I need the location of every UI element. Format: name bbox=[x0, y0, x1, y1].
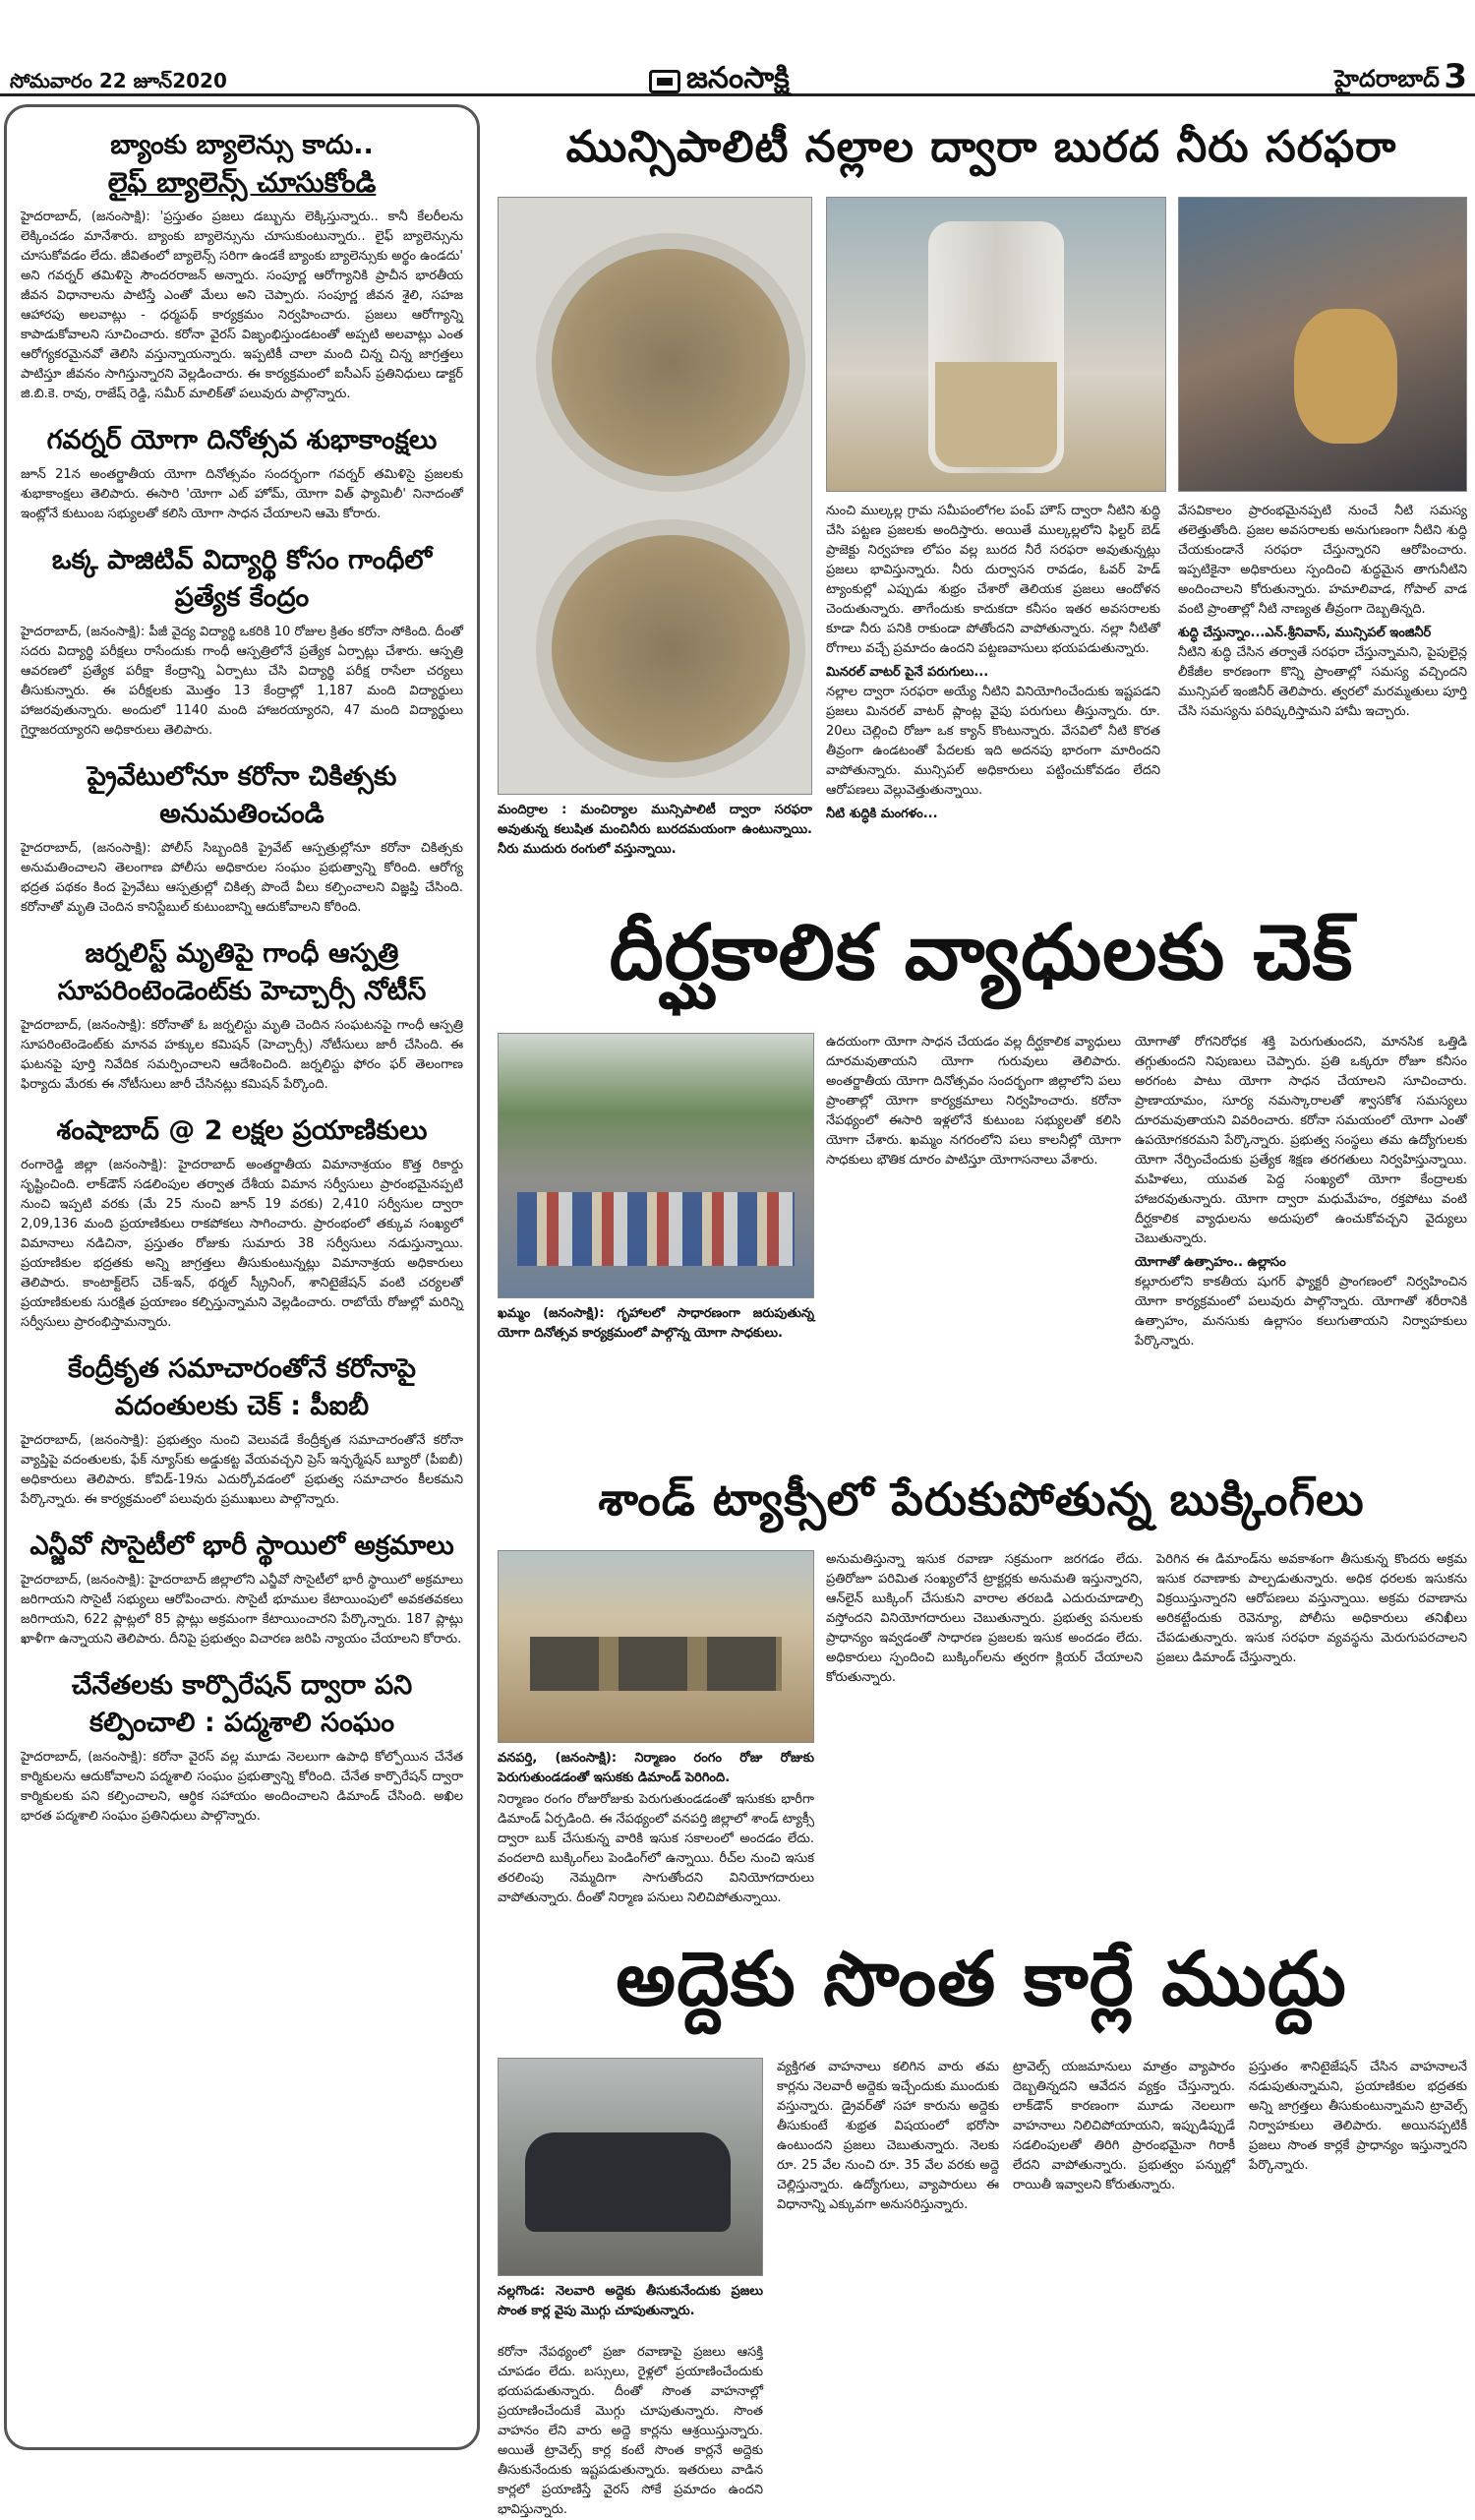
page-number: 3 bbox=[1444, 57, 1467, 96]
masthead bbox=[0, 0, 1475, 96]
photo-sand-trucks bbox=[498, 1550, 814, 1743]
side-story-body: హైదరాబాద్, (జనంసాక్షి): హైదరాబాద్ జిల్లాలోని ఎన్జీవో సొసైటీలో భారీ స్థాయిలో అక్రమాలు జరిగాయని సొసైటీ సభ్యులు ఆరోపించారు. సొసైటీ భూముల కేటాయింపులో అవకతవకలు జరిగాయని, 622 ప్లాట్లలో 85 ప్లాట్లు అక్రమంగా కేటాయించారని పేర్కొన్నారు. 187 ప్లాట్లు ఖాళీగా ఉన్నాయని తెలిపారు. దీనిపై ప్రభుత్వం విచారణ జరిపి న్యాయం చేయాలని కోరారు. bbox=[21, 1573, 463, 1647]
sand-column-3: పెరిగిన ఈ డిమాండ్‌ను అవకాశంగా తీసుకున్న కొందరు అక్రమ ఇసుక రవాణాకు పాల్పడుతున్నారు. అధిక ధరలకు ఇసుకను విక్రయిస్తున్నారని ఆరోపణలు వస్తున్నాయి. అక్రమ రవాణాను అరికట్టేందుకు రెవెన్యూ, పోలీసు అధికారులు తనిఖీలు చేపడుతున్నారు. ఇసుక సరఫరా వ్యవస్థను మెరుగుపరచాలని ప్రజలు డిమాండ్ చేస్తున్నారు. bbox=[1156, 1552, 1467, 1665]
car-column-1: కరోనా నేపథ్యంలో ప్రజా రవాణాపై ప్రజలు ఆసక్తి చూపడం లేదు. బస్సులు, రైళ్లలో ప్రయాణించేందుకు భయపడుతున్నారు. దీంతో సొంత వాహనాల్లో ప్రయాణించేందుకే మొగ్గు చూపుతున్నారు. సొంత వాహనం లేని వారు అద్దె కార్లను ఆశ్రయిస్తున్నారు. అయితే ట్రావెల్స్ కార్ల కంటే సొంత కార్లనే అద్దెకు తీసుకునేందుకు ఇష్టపడుతున్నారు. ఇతరులు వాడిన కార్లలో ప్రయాణిస్తే వైరస్ సోకే ప్రమాదం ఉందని భావిస్తున్నారు. bbox=[498, 2345, 763, 2517]
water-col3-text: వేసవికాలం ప్రారంభమైనప్పటి నుంచే నీటి సమస్య తలెత్తుతోంది. ప్రజల అవసరాలకు అనుగుణంగా నీటిని శుద్ధి చేయకుండానే సరఫరా చేస్తున్నారని ఆరోపించారు. ఇప్పటికైనా అధికారులు స్పందించి శుద్ధమైన తాగునీటిని అందించాలని కోరుతున్నారు. హమాలివాడ, గోపాల్ వాడ వంటి ప్రాంతాల్లో నీటి నాణ్యత తీవ్రంగా దెబ్బతిన్నది. bbox=[1178, 504, 1467, 617]
yoga-col3-text: ప్రభుత్వ సంస్థలు తమ ఉద్యోగులకు యోగా నేర్పించేందుకు ప్రత్యేక శిక్షణ తరగతులు నిర్వహిస్తున్నాయి. మహిళలు, యువత పెద్ద సంఖ్యలో యోగా కేంద్రాలకు హాజరవుతున్నారు. యోగా ద్వారా మధుమేహం, రక్తపోటు వంటి దీర్ఘకాలిక వ్యాధులను అదుపులో ఉంచుకోవచ్చని వైద్యులు చెబుతున్నారు. bbox=[1135, 1133, 1467, 1246]
side-story-headline: జర్నలిస్ట్ మృతిపై గాంధీ ఆస్పత్రి bbox=[85, 938, 399, 969]
water-subhead-mineral: మినరల్ వాటర్ పైనే పరుగులు... bbox=[826, 665, 989, 680]
side-story-body: జూన్ 21న అంతర్జాతీయ యోగా దినోత్సవం సందర్భంగా గవర్నర్ తమిళిసై ప్రజలకు శుభాకాంక్షలు తెలిపారు. ఈసారి 'యోగా ఎట్ హోమ్, యోగా విత్ ఫ్యామిలీ' నినాదంతో ఇంట్లోనే కుటుంబ సభ్యులతో కలిసి యోగా సాధన చేయాలని ఆమె కోరారు. bbox=[21, 467, 463, 521]
water-col2-text: నల్లాల ద్వారా సరఫరా అయ్యే నీటిని వినియోగించేందుకు ఇష్టపడని ప్రజలు మినరల్ వాటర్ ప్లాంట్ల వైపు పరుగులు తీస్తున్నారు. రూ. 20లు చెల్లించి రోజూ ఒక క్యాన్ కొంటున్నారు. వేసవిలో నీటి కొరత తీవ్రంగా ఉండటంతో పేదలకు ఇది అదనపు భారంగా మారిందని వాపోతున్నారు. మున్సిపల్ అధికారులు పట్టించుకోవడం లేదని ఆరోపణలు వెల్లువెత్తుతున్నాయి. bbox=[826, 685, 1160, 798]
yoga-col2-text: యోగాతో రోగనిరోధక శక్తి పెరుగుతుందని, మానసిక ఒత్తిడి తగ్గుతుందని నిపుణులు చెప్పారు. ప్రతి ఒక్కరూ రోజూ కనీసం అరగంట పాటు యోగా సాధన చేయాలని సూచించారు. ప్రాణాయామం, సూర్య నమస్కారాలతో శ్వాసకోశ సమస్యలు దూరమవుతాయని వివరించారు. కరోనా సమయంలో యోగా ఎంతో ఉపయోగకరమని పేర్కొన్నారు. bbox=[1135, 1035, 1467, 1148]
side-story-subhead: సూపరింటెండెంట్‌కు హెచ్చార్సీ నోటీస్ bbox=[57, 976, 427, 1006]
water-subhead-purify: నీటి శుద్ధికి మంగళం... bbox=[826, 807, 938, 821]
side-story-subhead: లైఫ్ బ్యాలెన్స్ చూసుకోండి bbox=[107, 166, 377, 199]
caption-water: మందిర్రాల : మంచిర్యాల మున్సిపాలిటీ ద్వారా సరఫరా అవుతున్న కలుషిత మంచినీరు బురదమయంగా ఉంటున్నాయి. నీరు ముదురు రంగులో వస్తున్నాయి. bbox=[498, 803, 812, 857]
side-story-body: హైదరాబాద్, (జనంసాక్షి): 'ప్రస్తుతం ప్రజలు డబ్బును లెక్కిస్తున్నారు.. కానీ కేలరీలను లెక్కించడం మానేశారు. బ్యాంకు బ్యాలెన్సును చూసుకుంటున్నారు.. లైఫ్ బ్యాలెన్సును చూసుకోవడం లేదు. జీవితంలో బ్యాలెన్స్ సరిగా ఉండకే బ్యాంకు బ్యాలెన్సుకు అర్థం ఉండదు' అని గవర్నర్ తమిళిసై సౌందరరాజన్ అన్నారు. సంపూర్ణ ఆరోగ్యానికి ప్రాచీన భారతీయ జీవన విధానాలను పాటిస్తే ఎంతో మేలు అని చెప్పారు. సంపూర్ణ జీవన శైలి, సహజ ఆహారపు అలవాట్లు - ధర్మపథ్ కార్యక్రమం నిర్వహించారు. ప్రజలు ఆరోగ్యాన్ని కాపాడుకోవాలని సూచించారు. కరోనా వైరస్ విజృంభిస్తుండటంతో అప్పటి అలవాట్లు ఎంత ఆరోగ్యకరమైనవో తెలిసి వస్తున్నాయన్నారు. ఇప్పటికీ చాలా మంది చిన్న చిన్న జాగ్రత్తలు పాటిస్తూ జీవనం సాగిస్తున్నారని వెల్లడించారు. ఈ కార్యక్రమంలో ఐసీఎస్ ప్రతినిధులు డాక్టర్ జి.బి.కె. రావు, రాజేష్ రెడ్డి, సమీర్ మాలిక్‌తో పలువురు పాల్గొన్నారు. bbox=[21, 210, 463, 401]
side-story-headline: ఎన్జీవో సొసైటీలో భారీ స్థాయిలో అక్రమాలు bbox=[30, 1530, 454, 1561]
sand-column-1: నిర్మాణం రంగం రోజురోజుకు పెరుగుతుండడంతో ఇసుకకు భారీగా డిమాండ్ ఏర్పడింది. ఈ నేపథ్యంలో వనపర్తి జిల్లాలో శాండ్ ట్యాక్సీ ద్వారా బుక్ చేసుకున్న వారికి ఇసుక సకాలంలో అందడం లేదు. వందలాది బుక్కింగ్‌లు పెండింగ్‌లో ఉన్నాయి. రీచ్‌ల నుంచి ఇసుక తరలింపు నెమ్మదిగా సాగుతోందని వినియోగదారులు వాపోతున్నారు. దీంతో నిర్మాణ పనులు నిలిచిపోతున్నాయి. bbox=[498, 1792, 814, 1905]
side-story-subhead: కల్పించాలి : పద్మశాలి సంఘం bbox=[88, 1708, 395, 1738]
side-story-handloom bbox=[21, 1667, 463, 1827]
side-story-headline: ఒక్క పాజిటివ్ విద్యార్థి కోసం గాంధీలో bbox=[51, 545, 433, 575]
side-story-body: హైదరాబాద్, (జనంసాక్షి): పోలీస్ సిబ్బందికి ప్రైవేట్ ఆస్పత్రుల్లోనూ కరోనా చికిత్సకు అనుమతించాలని తెలంగాణ పోలీసు అధికారుల సంఘం ప్రభుత్వాన్ని కోరింది. ఆరోగ్య భద్రత పథకం కింద ప్రైవేటు ఆస్పత్రుల్లో చికిత్స పొందే వీలు కల్పించాలని విజ్ఞప్తి చేసింది. కరోనాతో మృతి చెందిన కానిస్టేబుల్ కుటుంబాన్ని ఆదుకోవాలని కోరింది. bbox=[21, 841, 463, 915]
side-story-body: హైదరాబాద్, (జనంసాక్షి): కరోనా వైరస్ వల్ల మూడు నెలలుగా ఉపాధి కోల్పోయిన చేనేత కార్మికులను ఆదుకోవాలని పద్మశాలి సంఘం ప్రభుత్వాన్ని కోరింది. చేనేత కార్పొరేషన్ ద్వారా కార్మికులకు పని కల్పించాలని, ఆర్థిక సహాయం అందించాలని డిమాండ్ చేసింది. అఖిల భారత పద్మశాలి సంఘం ప్రతినిధులు పాల్గొన్నారు. bbox=[21, 1750, 463, 1824]
headline-water: మున్సిపాలిటీ నల్లాల ద్వారా బురద నీరు సరఫరా bbox=[565, 122, 1397, 172]
headline-yoga: దీర్ఘకాలిక వ్యాధులకు చెక్ bbox=[609, 909, 1354, 997]
water-column-2 bbox=[1178, 502, 1467, 875]
caption-car: నల్లగొండ: నెలవారి అద్దెకు తీసుకునేందుకు ప్రజలు సొంత కార్ల వైపు మొగ్గు చూపుతున్నారు. bbox=[498, 2284, 763, 2318]
side-story-subhead: వదంతులకు చెక్ : పీఐబీ bbox=[114, 1391, 370, 1421]
water-column-1 bbox=[826, 502, 1160, 875]
side-story-headline: శంషాబాద్ @ 2 లక్షల ప్రయాణికులు bbox=[56, 1115, 428, 1146]
side-story-pib bbox=[21, 1350, 463, 1510]
water-col4-text: నీటిని శుద్ధి చేసిన తర్వాతే సరఫరా చేస్తున్నామని, పైపులైన్ల లీకేజీల కారణంగా కొన్ని ప్రాంతాల్లో సమస్య వచ్చిందని మున్సిపల్ ఇంజినీర్ తెలిపారు. త్వరలో మరమ్మతులు పూర్తి చేసి సమస్యను పరిష్కరిస్తామని హామీ ఇచ్చారు. bbox=[1178, 645, 1467, 719]
side-story-ngo-society bbox=[21, 1528, 463, 1650]
car-column-2: వ్యక్తిగత వాహనాలు కలిగిన వారు తమ కార్లను నెలవారీ అద్దెకు ఇచ్చేందుకు ముందుకు వస్తున్నారు. డ్రైవర్‌తో సహా కారును అద్దెకు తీసుకుంటే శుభ్రత విషయంలో భరోసా ఉంటుందని ప్రజలు చెబుతున్నారు. నెలకు రూ. 25 వేల నుంచి రూ. 35 వేల వరకు అద్దె చెల్లిస్తున్నారు. ఉద్యోగులు, వ్యాపారులు ఈ విధానాన్ని ఎక్కువగా అనుసరిస్తున్నారు. bbox=[777, 2060, 999, 2212]
issue-date: సోమవారం 22 జూన్2020 bbox=[10, 69, 227, 92]
caption-sand: వనపర్తి, (జనంసాక్షి): నిర్మాణం రంగం రోజు రోజుకు పెరుగుతుండడంతో ఇసుకకు డిమాండ్ పెరిగింది. bbox=[498, 1751, 814, 1785]
side-story-headline: గవర్నర్ యోగా దినోత్సవ శుభాకాంక్షలు bbox=[46, 425, 438, 455]
water-subhead-engineer: శుద్ధి చేస్తున్నాం...ఎన్.శ్రీనివాస్, మున్సిపల్ ఇంజినీర్ bbox=[1178, 626, 1432, 640]
side-story-headline: చేనేతలకు కార్పొరేషన్ ద్వారా పని bbox=[71, 1670, 413, 1701]
side-story-body: రంగారెడ్డి జిల్లా (జనంసాక్షి): హైదరాబాద్ అంతర్జాతీయ విమానాశ్రయం కొత్త రికార్డు సృష్టించింది. లాక్‌డౌన్ సడలింపుల తర్వాత దేశీయ విమాన సర్వీసులు ప్రారంభమైనప్పటి నుంచి ఇప్పటి వరకు (మే 25 నుంచి జూన్ 19 వరకు) 2,410 సర్వీసుల ద్వారా 2,09,136 మంది ప్రయాణికులు రాకపోకలు సాగించారు. ప్రారంభంలో తక్కువ సంఖ్యలో విమానాలు నడిచినా, ప్రస్తుతం రోజుకు సుమారు 38 సర్వీసులు నడుస్తున్నాయి. ప్రయాణికుల భద్రతకు అన్ని జాగ్రత్తలు తీసుకుంటున్నట్లు విమానాశ్రయ అధికారులు తెలిపారు. కాంటాక్ట్‌లెస్ చెక్-ఇన్, థర్మల్ స్క్రీనింగ్, శానిటైజేషన్ వంటి చర్యలతో ప్రయాణికులకు సురక్షిత ప్రయాణం కల్పిస్తున్నామని వెల్లడించారు. రాబోయే రోజుల్లో మరిన్ని సర్వీసులు ప్రారంభిస్తామన్నారు. bbox=[21, 1158, 463, 1330]
photo-rental-car bbox=[498, 2058, 763, 2276]
logo-icon bbox=[649, 70, 680, 93]
side-story-headline: కేంద్రీకృత సమాచారంతోనే కరోనాపై bbox=[68, 1353, 416, 1384]
side-story-shamshabad bbox=[21, 1112, 463, 1333]
newspaper-logo bbox=[649, 61, 790, 102]
side-story-gandhi-exam bbox=[21, 542, 463, 741]
side-story-bank bbox=[21, 127, 463, 404]
side-story-private-treatment bbox=[21, 758, 463, 918]
news-sidebar bbox=[4, 104, 480, 2450]
logo-text: జనంసాక్షి bbox=[686, 61, 790, 95]
car-column-4: ప్రస్తుతం శానిటైజేషన్ చేసిన వాహనాలనే నడుపుతున్నామని, ప్రయాణికుల భద్రతకు అన్ని జాగ్రత్తలు తీసుకుంటున్నామని ట్రావెల్స్ నిర్వాహకులు తెలిపారు. అయినప్పటికీ ప్రజలు సొంత కార్లకే ప్రాధాన్యం ఇస్తున్నారని పేర్కొన్నారు. bbox=[1249, 2060, 1467, 2173]
side-story-headline: బ్యాంకు బ్యాలెన్సు కాదు.. bbox=[110, 130, 374, 160]
side-story-hrc-notice bbox=[21, 935, 463, 1095]
headline-car: అద్దెకు సొంత కార్లే ముద్దు bbox=[616, 1935, 1347, 2022]
photo-man-with-water bbox=[1178, 197, 1467, 492]
side-story-body: హైదరాబాద్, (జనంసాక్షి): పీజీ వైద్య విద్యార్థి ఒకరికి 10 రోజుల క్రితం కరోనా సోకింది. దీంతో సదరు విద్యార్థి పరీక్షలు రాసేందుకు గాంధీ ఆస్పత్రిలోనే ప్రత్యేక ఏర్పాట్లు చేశారు. ఆస్పత్రి ఆవరణలో ప్రత్యేక పరీక్షా కేంద్రాన్ని ఏర్పాటు చేసి విద్యార్థి పరీక్ష రాసేలా చర్యలు తీసుకున్నారు. ఈ పరీక్షలకు మొత్తం 13 కేంద్రాల్లో 1,187 మంది విద్యార్థులు హాజరవుతున్నారు. అందులో 1140 మంది హాజరయ్యారని, 47 మంది విద్యార్థులు గైర్హాజరయ్యారని అధికారులు తెలిపారు. bbox=[21, 625, 463, 738]
side-story-headline: ప్రైవేటులోనూ కరోనా చికిత్సకు అనుమతించండి bbox=[87, 761, 397, 829]
yoga-col4-text: కల్లూరులోని కాకతీయ షుగర్ ఫ్యాక్టరీ ప్రాంగణంలో నిర్వహించిన యోగా కార్యక్రమంలో పలువురు పాల్గొన్నారు. యోగాతో శరీరానికి ఉత్సాహం, మనసుకు ఉల్లాసం కలుగుతాయని నిర్వాహకులు పేర్కొన్నారు. bbox=[1135, 1275, 1467, 1349]
caption-yoga: ఖమ్మం (జనంసాక్షి): గృహాలలో సాధారణంగా జరుపుతున్న యోగా దినోత్సవ కార్యక్రమంలో పాల్గొన్న యోగా సాధకులు. bbox=[498, 1306, 814, 1341]
side-story-subhead: ప్రత్యేక కేంద్రం bbox=[174, 582, 310, 613]
photo-water-bottle bbox=[826, 197, 1166, 492]
photo-yoga-session bbox=[498, 1033, 814, 1298]
photo-muddy-buckets bbox=[498, 197, 812, 795]
side-story-governor-yoga bbox=[21, 422, 463, 524]
sand-column-2: అనుమతిస్తున్నా ఇసుక రవాణా సక్రమంగా జరగడం లేదు. ప్రతిరోజూ పరిమిత సంఖ్యలోనే ట్రాక్టర్లకు అనుమతి ఇస్తున్నారని, ఆన్‌లైన్ బుక్కింగ్ చేసుకుని వారాల తరబడి ఎదురుచూడాల్సి వస్తోందని వినియోగదారులు చెబుతున్నారు. ప్రభుత్వ పనులకు ప్రాధాన్యం ఇవ్వడంతో సాధారణ ప్రజలకు ఇసుక అందడం లేదు. అధికారులు స్పందించి బుక్కింగ్‌లను త్వరగా క్లియర్ చేయాలని కోరుతున్నారు. bbox=[826, 1552, 1143, 1685]
side-story-body: హైదరాబాద్, (జనంసాక్షి): కరోనాతో ఓ జర్నలిస్టు మృతి చెందిన సంఘటనపై గాంధీ ఆస్పత్రి సూపరింటెండెంట్‌కు మానవ హక్కుల కమిషన్ (హెచ్చార్సీ) నోటీసులు జారీ చేసింది. ఈ ఘటనపై పూర్తి నివేదిక సమర్పించాలని ఆదేశించింది. జర్నలిస్టు ఫోరం ఫర్ తెలంగాణ ఫిర్యాదు మేరకు ఈ నోటీసులు జారీ చేసినట్లు కమిషన్ పేర్కొంది. bbox=[21, 1018, 463, 1092]
side-story-body: హైదరాబాద్, (జనంసాక్షి): ప్రభుత్వం నుంచి వెలువడే కేంద్రీకృత సమాచారంతోనే కరోనా వ్యాప్తిపై వదంతులకు, ఫేక్ న్యూస్‌కు అడ్డుకట్ట వేయవచ్చని ప్రెస్ ఇన్ఫర్మేషన్ బ్యూరో (పీఐబీ) అధికారులు తెలిపారు. కోవిడ్-19ను ఎదుర్కోవడంలో ప్రభుత్వ సమాచారం కీలకమని పేర్కొన్నారు. ఈ కార్యక్రమంలో పలువురు ప్రముఖులు పాల్గొన్నారు. bbox=[21, 1433, 463, 1507]
yoga-subhead: యోగాతో ఉత్సాహం.. ఉల్లాసం bbox=[1135, 1255, 1286, 1270]
yoga-column-1: ఉదయంగా యోగా సాధన చేయడం వల్ల దీర్ఘకాలిక వ్యాధులు దూరమవుతాయని యోగా గురువులు తెలిపారు. అంతర్జాతీయ యోగా దినోత్సవం సందర్భంగా జిల్లాలోని పలు ప్రాంతాల్లో యోగా కార్యక్రమాలు నిర్వహించారు. కరోనా నేపథ్యంలో ఈసారి ఇళ్లలోనే కుటుంబ సభ్యులతో కలిసి యోగా చేశారు. ఖమ్మం నగరంలోని పలు కాలనీల్లో యోగా సాధకులు భౌతిక దూరం పాటిస్తూ యోగాసనాలు వేశారు. bbox=[826, 1035, 1121, 1168]
edition-city: హైదరాబాద్ bbox=[1334, 65, 1440, 92]
car-column-3: ట్రావెల్స్ యజమానులు మాత్రం వ్యాపారం దెబ్బతిన్నదని ఆవేదన వ్యక్తం చేస్తున్నారు. లాక్‌డౌన్ కారణంగా మూడు నెలలుగా వాహనాలు నిలిచిపోయాయని, ఇప్పుడిప్పుడే సడలింపులతో తిరిగి ప్రారంభమైనా గిరాకీ లేదని వాపోతున్నారు. ప్రభుత్వం పన్నుల్లో రాయితీ ఇవ్వాలని కోరుతున్నారు. bbox=[1013, 2060, 1235, 2192]
main-stories bbox=[492, 104, 1471, 2517]
headline-sand: శాండ్ ట్యాక్సీలో పేరుకుపోతున్న బుక్కింగ్‌లు bbox=[598, 1472, 1365, 1526]
yoga-column-2 bbox=[1135, 1033, 1467, 1446]
water-col1-text: నుంచి ముల్కల్ల గ్రామ సమీపంలోగల పంప్ హౌస్ ద్వారా నీటిని శుద్ధి చేసి పట్టణ ప్రజలకు అందిస్తారు. అయితే ముల్కల్లలోని ఫిల్టర్ బెడ్ ప్రాజెక్టు నిర్వహణ లోపం వల్ల బురద నీరే సరఫరా అవుతున్నట్లు ప్రజలు భావిస్తున్నారు. నీరు దుర్వాసన రావడం, ఓవర్ హెడ్ ట్యాంకుల్లో ఎప్పుడు శుభ్రం చేశారో తెలియక ప్రజలు ఆందోళన చెందుతున్నారు. తాగేందుకు కాదుకదా కనీసం ఇతర అవసరాలకు కూడా నీరు పనికి రాకుండా పోతోందని వాపోతున్నారు. నల్లా నీటితో రోగాలు వచ్చే ప్రమాదం ఉందని పట్టణవాసులు భయపడుతున్నారు. bbox=[826, 504, 1160, 656]
